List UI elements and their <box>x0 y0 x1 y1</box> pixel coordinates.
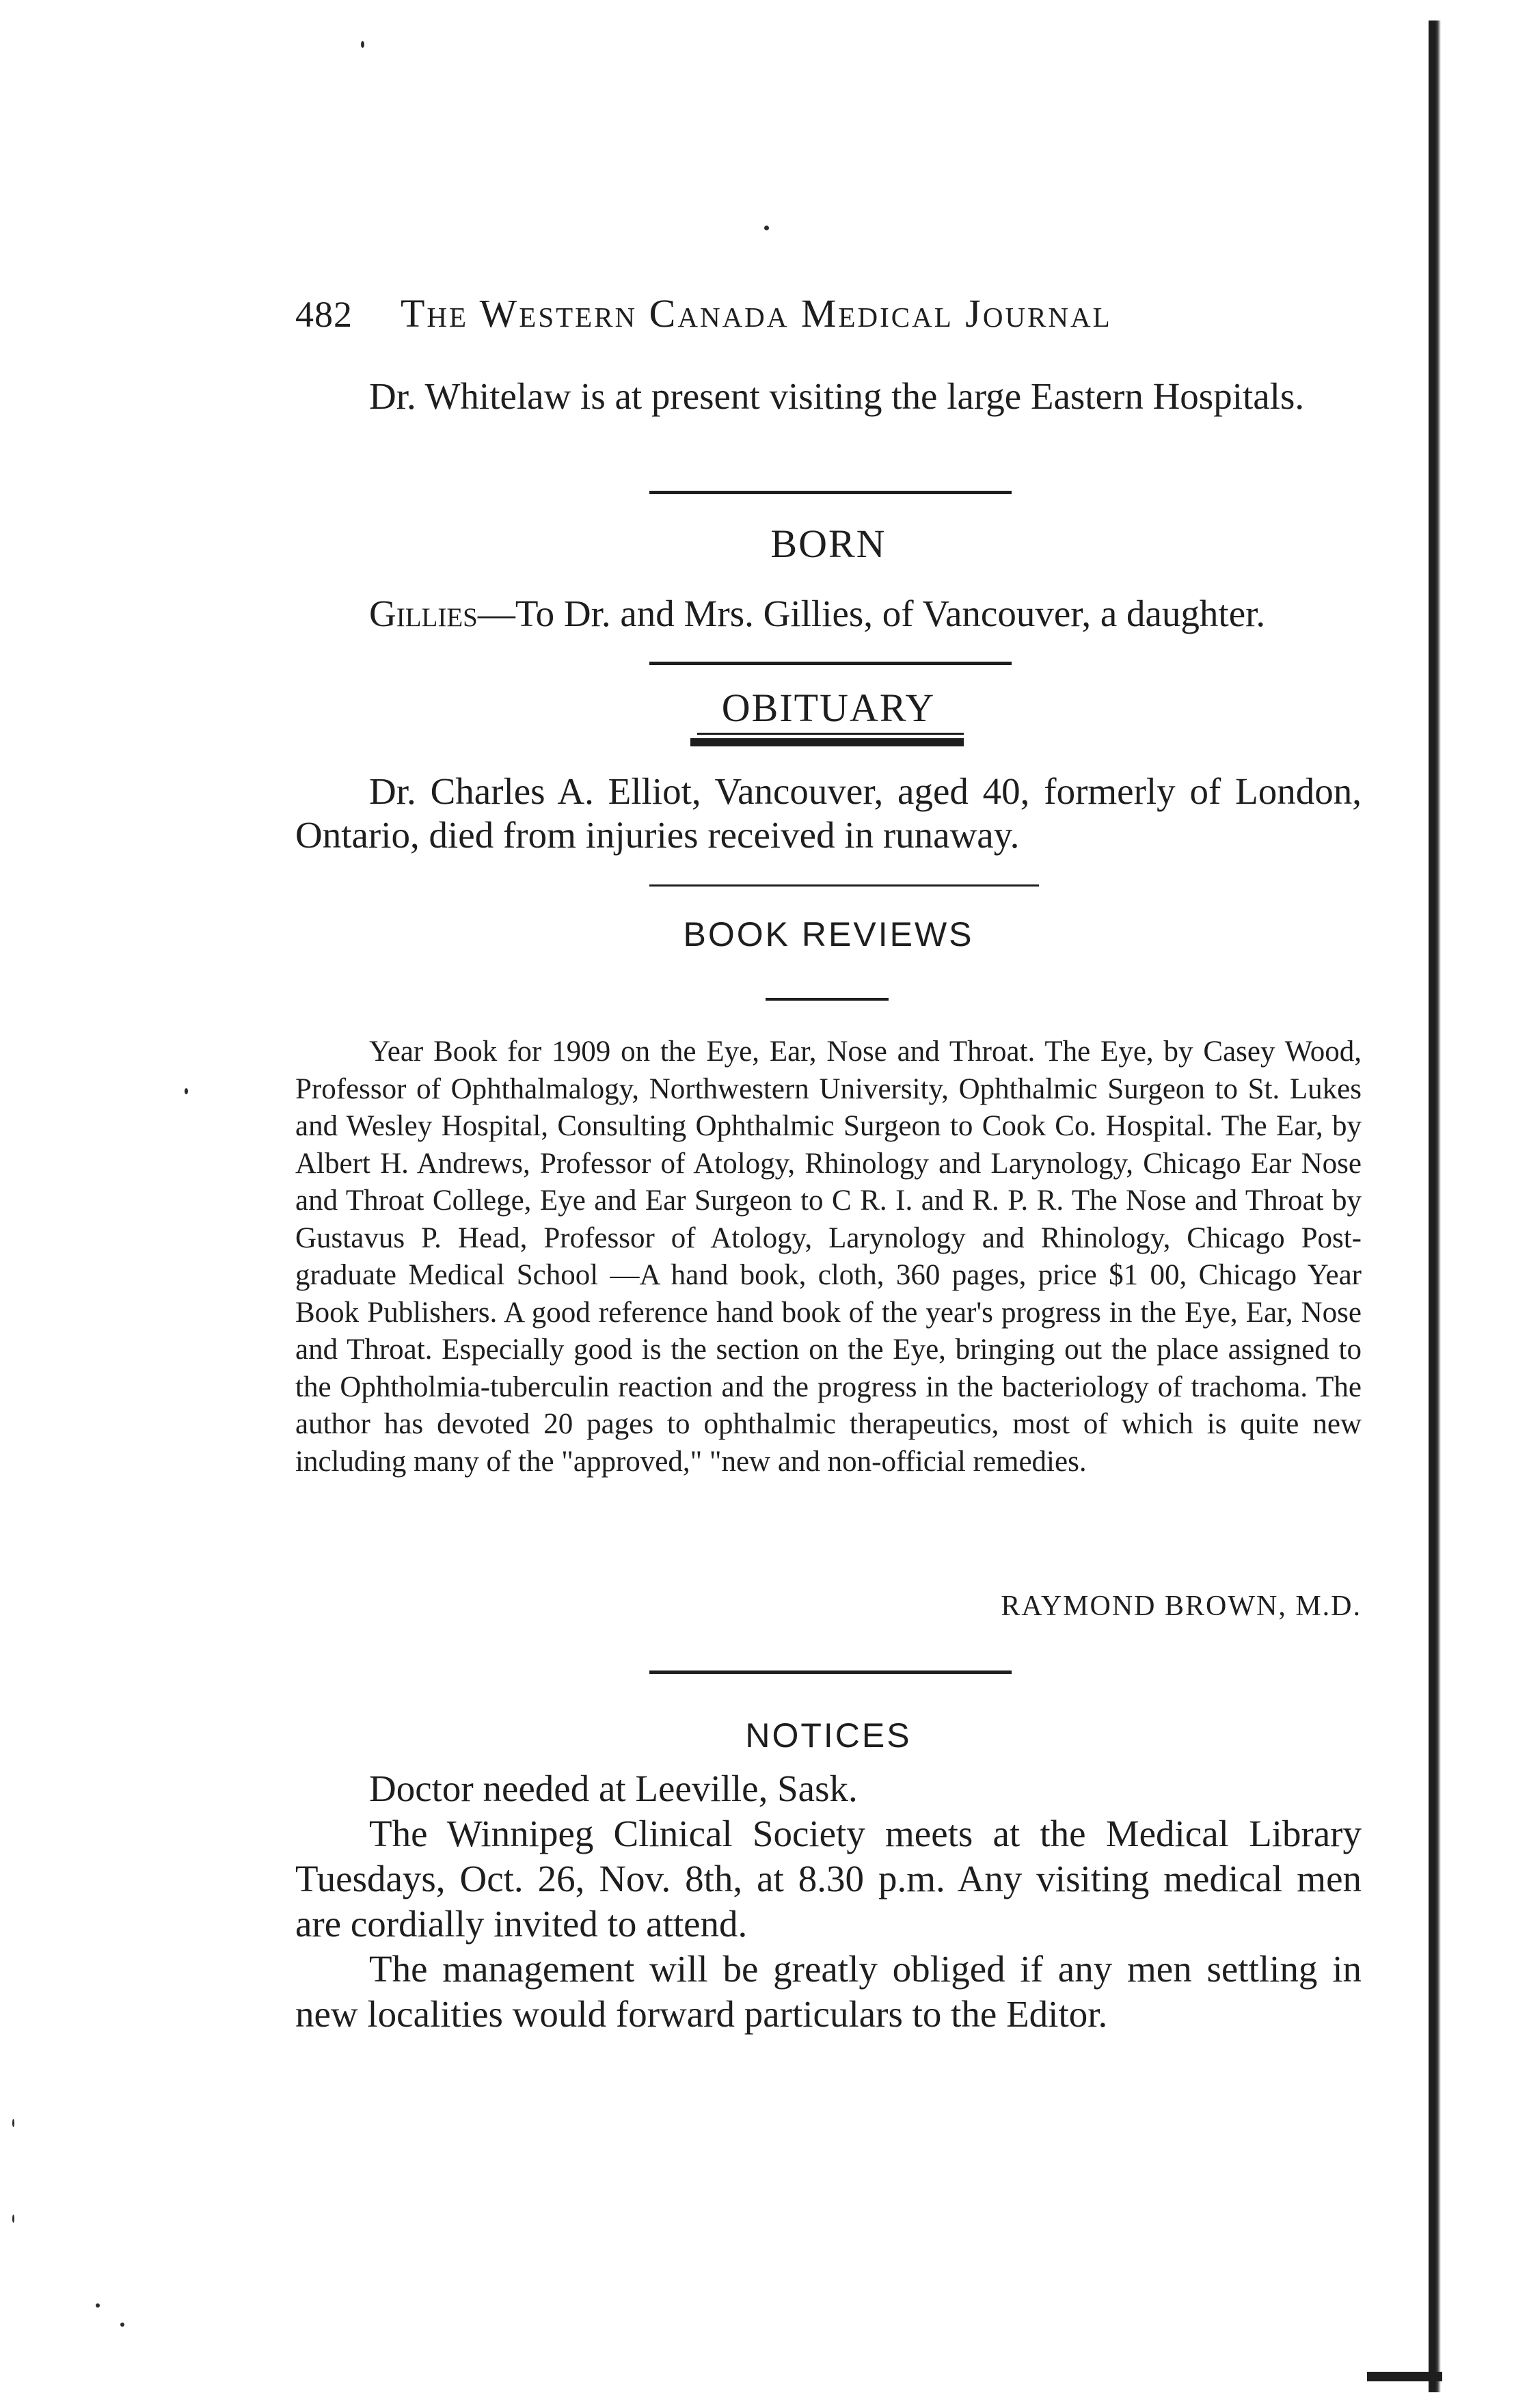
review-signature: RAYMOND BROWN, M.D. <box>1001 1591 1362 1622</box>
born-text: —To Dr. and Mrs. Gillies, of Vancouver, a daughter. <box>477 593 1266 634</box>
born-heading: BORN <box>770 522 887 566</box>
journal-title: The Western Canada Medical Journal <box>401 291 1112 336</box>
scan-speck <box>361 41 364 48</box>
short-rule <box>766 998 889 1001</box>
divider-rule <box>649 1670 1012 1674</box>
binding-edge-foot <box>1367 2372 1442 2381</box>
heading-underline-thick <box>690 738 964 746</box>
obituary-heading: OBITUARY <box>721 686 936 730</box>
binding-edge <box>1429 21 1441 2392</box>
notices-heading: NOTICES <box>745 1716 912 1755</box>
scan-speck <box>96 2303 100 2308</box>
scan-speck <box>12 2215 14 2223</box>
scan-speck <box>12 2119 14 2127</box>
notice-item: The management will be greatly obliged if any men settling in new localities would forward particulars to the Editor. <box>295 1948 1362 2035</box>
intro-paragraph: Dr. Whitelaw is at present visiting the large Eastern Hospitals. <box>369 375 1305 417</box>
page-number: 482 <box>295 294 353 335</box>
divider-rule <box>649 884 1039 887</box>
born-notice <box>369 592 1362 636</box>
heading-underline <box>697 733 964 735</box>
notice-item: The Winnipeg Clinical Society meets at the Medical Library Tuesdays, Oct. 26, Nov. 8th, at 8.30 p.m. Any visiting medical men are cordially invited to attend. <box>295 1813 1362 1945</box>
divider-rule <box>649 662 1012 665</box>
scan-speck <box>185 1088 188 1094</box>
obituary-paragraph: Dr. Charles A. Elliot, Vancouver, aged 40, formerly of London, Ontario, died from injuries received in runaway. <box>295 770 1362 856</box>
divider-rule <box>649 491 1012 494</box>
scan-speck <box>764 226 769 230</box>
book-review-paragraph: Year Book for 1909 on the Eye, Ear, Nose and Throat. The Eye, by Casey Wood, Professor of Ophthalmalogy, Northwestern University, Ophthalmic Surgeon to St. Lukes and Wesley Hospital, Consulting Ophthalmic Surgeon to Cook Co. Hospital. The Ear, by Albert H. Andrews, Professor of Atology, Rhinology and Larynology, Chicago Ear Nose and Throat College, Eye and Ear Surgeon to C R. I. and R. P. R. The Nose and Throat by Gustavus P. Head, Professor of Atology, Larynology and Rhinology, Chicago Post-graduate Medical School —A hand book, cloth, 360 pages, price $1 00, Chicago Year Book Publishers. A good reference hand book of the year's progress in the Eye, Ear, Nose and Throat. Especially good is the section on the Eye, bringing out the place assigned to the Ophtholmia-tuberculin reaction and the progress in the bacteriology of trachoma. The author has devoted 20 pages to ophthalmic therapeutics, most of which is quite new including many of the "approved," "new and non-official remedies. <box>295 1036 1362 1478</box>
book-reviews-heading: BOOK REVIEWS <box>683 915 974 953</box>
born-name: Gillies <box>369 593 478 634</box>
notice-item: Doctor needed at Leeville, Sask. <box>369 1768 858 1809</box>
running-head <box>295 290 1362 345</box>
scan-speck <box>120 2323 124 2327</box>
